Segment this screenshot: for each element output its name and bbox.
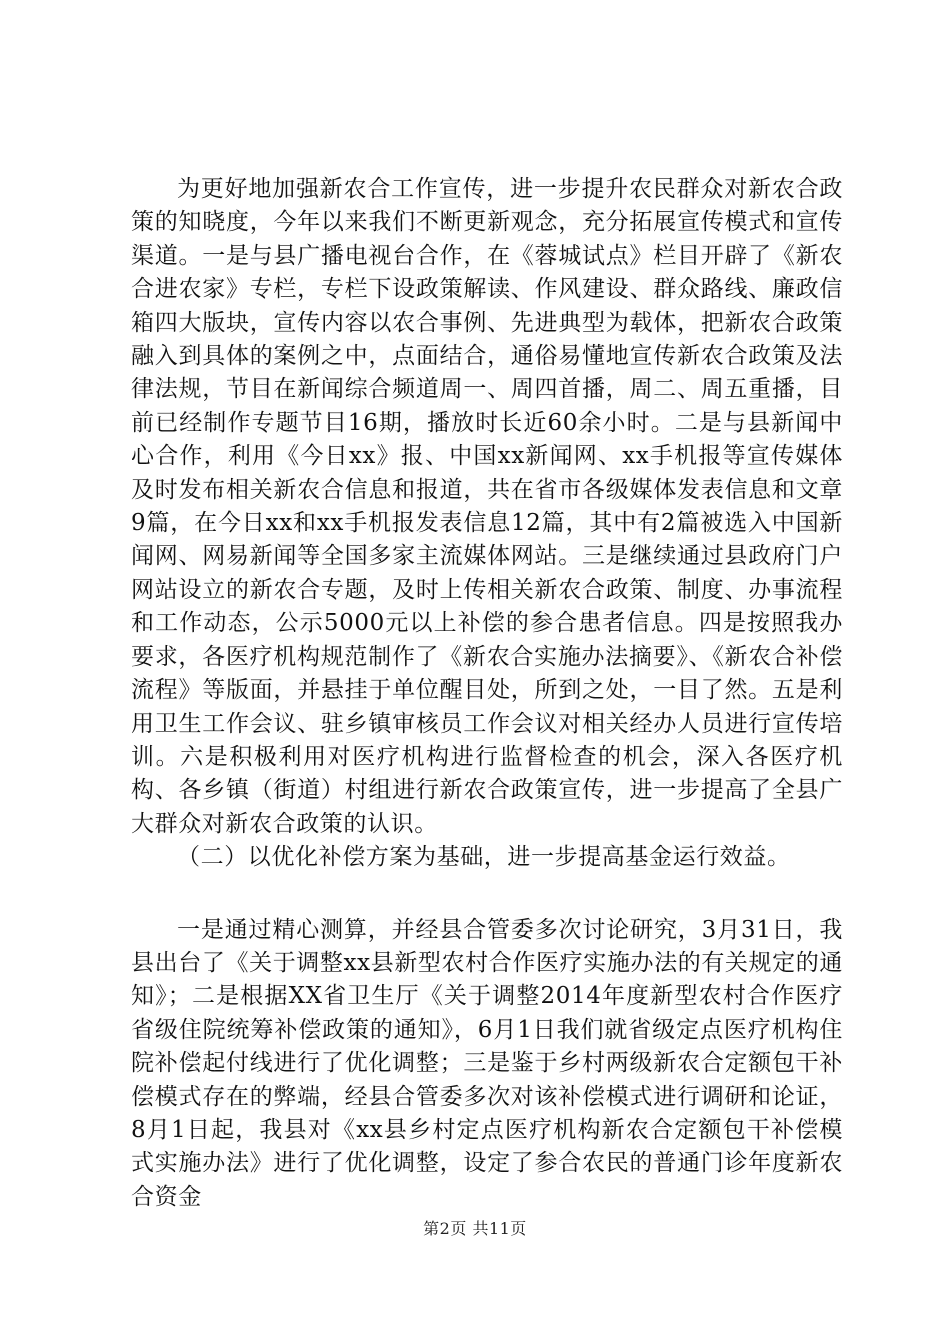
section-heading-compensation: （二）以优化补偿方案为基础，进一步提高基金运行效益。	[177, 844, 791, 871]
page-footer: 第2页 共11页	[423, 1219, 527, 1238]
paragraph-publicity: 为更好地加强新农合工作宣传，进一步提升农民群众对新农合政策的知晓度，今年以来我们不断更新观念，充分拓展宣传模式和宣传渠道。一是与县广播电视台合作，在《蓉城试点》栏目开辟了《新农合进农家》专栏，专栏下设政策解读、作风建设、群众路线、廉政信箱四大版块，宣传内容以农合事例、先进典型为载体，把新农合政策融入到具体的案例之中，点面结合，通俗易懂地宣传新农合政策及法律法规，节目在新闻综合频道周一、周四首播，周二、周五重播，目前已经制作专题节目16期，播放时长近60余小时。二是与县新闻中心合作，利用《今日xx》报、中国xx新闻网、xx手机报等宣传媒体及时发布相关新农合信息和报道，共在省市各级媒体发表信息和文章9篇，在今日xx和xx手机报发表信息12篇，其中有2篇被选入中国新闻网、网易新闻等全国多家主流媒体网站。三是继续通过县政府门户网站设立的新农合专题，及时上传相关新农合政策、制度、办事流程和工作动态，公示5000元以上补偿的参合患者信息。四是按照我办要求，各医疗机构规范制作了《新农合实施办法摘要》、《新农合补偿流程》等版面，并悬挂于单位醒目处，所到之处，一目了然。五是利用卫生工作会议、驻乡镇审核员工作会议对相关经办人员进行宣传培训。六是积极利用对医疗机构进行监督检查的机会，深入各医疗机构、各乡镇（街道）村组进行新农合政策宣传，进一步提高了全县广大群众对新农合政策的认识。	[131, 176, 843, 837]
paragraph-compensation: 一是通过精心测算，并经县合管委多次讨论研究，3月31日，我县出台了《关于调整xx县新型农村合作医疗实施办法的有关规定的通知》；二是根据XX省卫生厅《关于调整2014年度新型农村合作医疗省级住院统筹补偿政策的通知》，6月1日我们就省级定点医疗机构住院补偿起付线进行了优化调整；三是鉴于乡村两级新农合定额包干补偿模式存在的弊端，经县合管委多次对该补偿模式进行调研和论证，8月1日起，我县对《xx县乡村定点医疗机构新农合定额包干补偿模式实施办法》进行了优化调整，设定了参合农民的普通门诊年度新农合资金	[131, 916, 843, 1210]
document-body	[131, 173, 843, 1214]
